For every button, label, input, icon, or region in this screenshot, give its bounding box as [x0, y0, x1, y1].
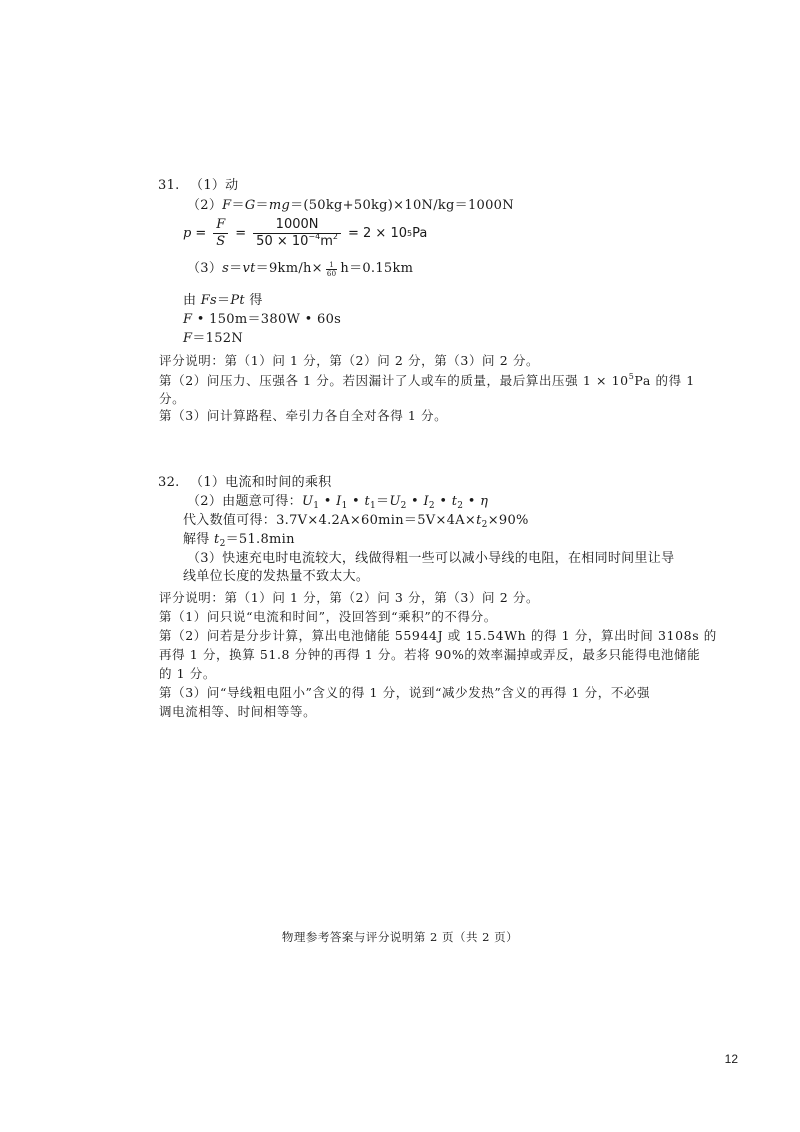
q32-line-5: （3）快速充电时电流较大，线做得粗一些可以减小导线的电阻，在相同时间里让导 — [187, 551, 675, 566]
q32-note-2: 第（1）问只说“电流和时间”，没回答到“乘积”的不得分。 — [159, 609, 497, 624]
q31-line-3: （3） s ＝ vt ＝9km/h× $\frac{1}{60}$ h＝0.15km — [187, 260, 414, 278]
q32-line-1: 32. （1）电流和时间的乘积 — [158, 475, 332, 490]
q31-line-6: F＝152N — [183, 331, 244, 346]
q31-note-2b: 分。 — [159, 391, 186, 406]
q32-note-6: 第（3）问“导线粗电阻小”含义的得 1 分，说到“减少发热”含义的再得 1 分，不必强 — [159, 685, 651, 700]
q32-line-3: 代入数值可得：$3.7V\times 4.2A\times 60\min=5V\times 4A\times t_2\times 90\%$ — [183, 513, 529, 530]
q32-note-5: 的 1 分。 — [159, 666, 216, 681]
fraction-one-sixtieth: $\frac{1}{60}$ — [326, 260, 337, 278]
q32-note-7: 调电流相等、时间相等等。 — [159, 704, 317, 719]
q31-line-4: 由 Fs＝Pt 得 — [183, 293, 263, 308]
fraction-f-over-s: $\frac{F}{S}$ — [213, 217, 228, 250]
q31-line-2: （2）F＝G＝mg＝(50kg+50kg)×10N/kg＝1000N — [187, 198, 514, 213]
page-number: 12 — [724, 1052, 738, 1066]
q31-part1: （1）动 — [190, 178, 239, 193]
q32-line-6: 线单位长度的发热量不致太大。 — [183, 569, 370, 584]
q31-note-2: 第（2）问压力、压强各 1 分。若因漏计了人或车的质量，最后算出压强 $1 \times 10^5Pa$ 的得 1 — [159, 372, 695, 388]
q31-line-5: F • 150m＝380W • 60s — [183, 312, 342, 327]
q31-pressure-formula: p = $\frac{F}{S}$ = $\frac{1000N}{50 \times 10^{-4}m^2}$ = 2 × 10 5 Pa — [183, 217, 428, 249]
q32-line-4: 解得 $t_2=51.8\min$ — [183, 532, 295, 549]
q31-note-3: 第（3）问计算路程、牵引力各自全对各得 1 分。 — [159, 408, 448, 423]
q32-note-1: 评分说明：第（1）问 1 分，第（2）问 3 分，第（3）问 2 分。 — [159, 590, 540, 605]
page-footer: 物理参考答案与评分说明第 2 页（共 2 页） — [281, 930, 519, 944]
fraction-pressure-values: $\frac{1000N}{50 \times 10^{-4}m^2}$ — [253, 217, 341, 250]
q31-line-1 — [158, 177, 239, 195]
q32-number: 32. — [158, 475, 180, 490]
q31-note-1: 评分说明：第（1）问 1 分，第（2）问 2 分，第（3）问 2 分。 — [159, 353, 540, 368]
q32-note-4: 再得 1 分，换算 51.8 分钟的再得 1 分。若将 90%的效率漏掉或弄反，最多只能得电池储能 — [159, 647, 701, 662]
q32-note-3: 第（2）问若是分步计算，算出电池储能 55944J 或 15.54Wh 的得 1 分，算出时间 3108s 的 — [159, 628, 717, 643]
q31-number: 31. — [158, 178, 180, 193]
q32-line-2: （2）由题意可得：$U_1$ • $I_1$ • $t_1=U_2$ • $I_2$ • $t_2$ • η — [187, 494, 489, 511]
